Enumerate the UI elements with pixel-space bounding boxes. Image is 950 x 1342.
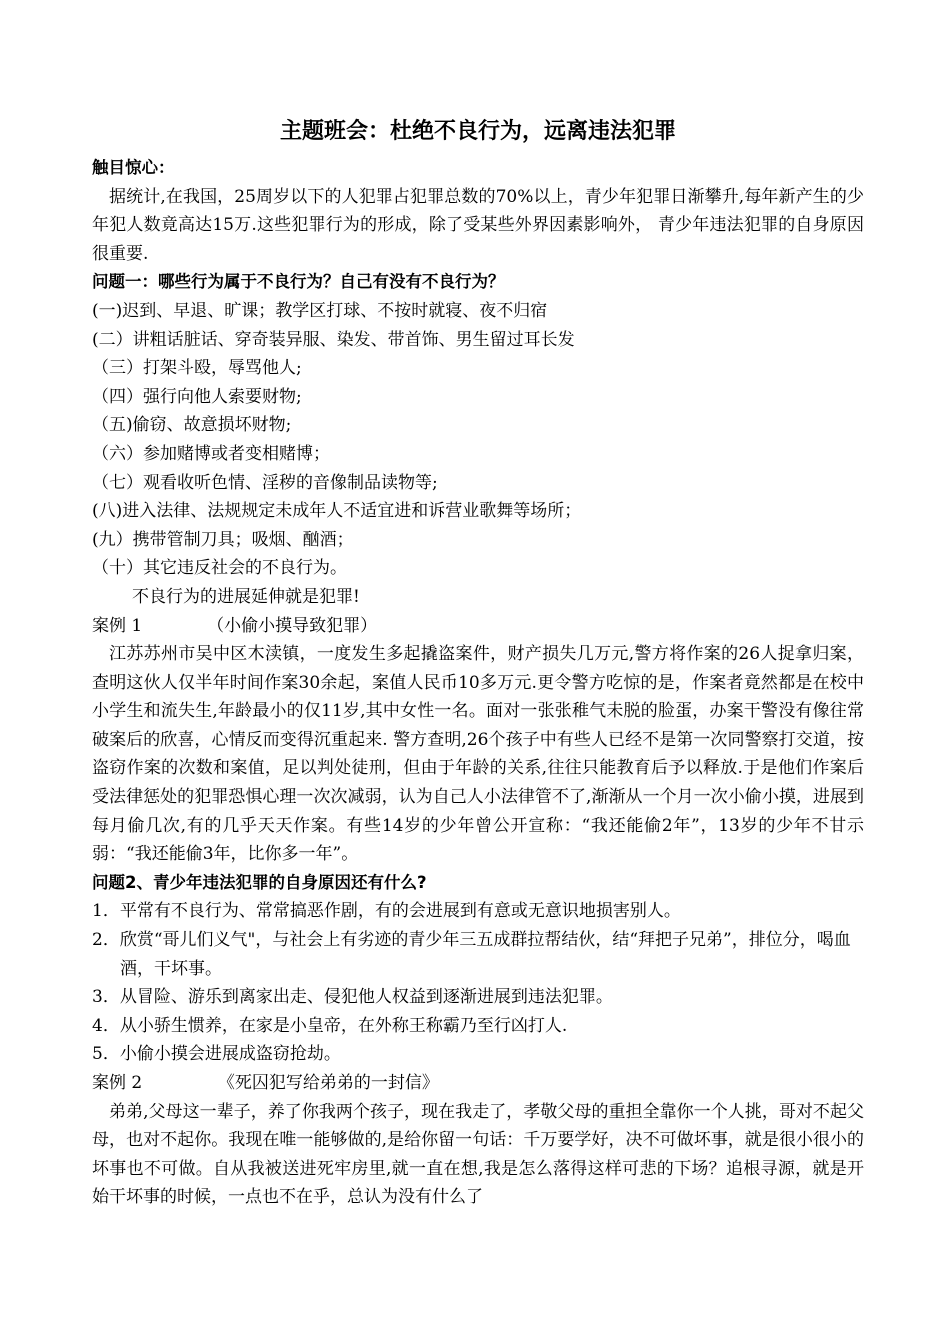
case1-title: （小偷小摸导致犯罪） — [207, 615, 378, 636]
list-item: (九）携带管制刀具；吸烟、酗酒； — [92, 529, 354, 550]
list-item: (一)迟到、早退、旷课；教学区打球、不按时就寝、夜不归宿 — [92, 300, 548, 321]
intro-paragraph: 据统计,在我国，25周岁以下的人犯罪占犯罪总数的70%以上，青少年犯罪日渐攀升,每年新产生的少年犯人数竟高达15万.这些犯罪行为的形成，除了受某些外界因素影响外， 青少年违法犯罪的自身原因很重要. — [92, 186, 864, 264]
case1-paragraph: 江苏苏州市吴中区木渎镇，一度发生多起撬盗案件，财产损失几万元,警方将作案的26人捉拿归案，查明这伙人仅半年时间作案30余起，案值人民币10多万元.更令警方吃惊的是，作案者竟然都是在校中小学生和流失生,年龄最小的仅11岁,其中女性一名。面对一张张稚气未脱的脸蛋，办案干警没有像往常破案后的欣喜，心情反而变得沉重起来. 警方查明,26个孩子中有些人已经不是第一次同警察打交道，按盗窃作案的次数和案值，足以判处徒刑，但由于年龄的关系,往往只能教育后予以释放.于是他们作案后受法律惩处的犯罪恐惧心理一次次减弱，认为自己人小法律管不了,渐渐从一个月一次小偷小摸，进展到每月偷几次,有的几乎天天作案。有些14岁的少年曾公开宣称：“我还能偷2年”，13岁的少年不甘示弱：“我还能偷3年，比你多一年”。 — [92, 644, 864, 865]
list-item: (八)进入法律、法规规定未成年人不适宜进和诉营业歌舞等场所； — [92, 501, 582, 522]
case1-header — [92, 612, 864, 641]
list-item: （七）观看收听色情、淫秽的音像制品读物等; — [92, 472, 438, 493]
case2-label: 案例 2 — [92, 1073, 143, 1093]
question1-conclusion: 不良行为的进展延伸就是犯罪! — [132, 586, 360, 607]
list-item: （三）打架斗殴，辱骂他人; — [92, 358, 302, 379]
list-item: 3．从冒险、游乐到离家出走、侵犯他人权益到逐渐进展到违法犯罪。 — [92, 987, 613, 1008]
list-item: 4．从小骄生惯养，在家是小皇帝，在外称王称霸乃至行凶打人. — [92, 1015, 568, 1036]
list-item: （六）参加赌博或者变相赌博； — [92, 443, 330, 464]
list-item: （五)偷窃、故意损坏财物; — [92, 415, 292, 436]
case2-paragraph: 弟弟,父母这一辈子，养了你我两个孩子，现在我走了，孝敬父母的重担全靠你一个人挑，哥对不起父母，也对不起你。我现在唯一能够做的,是给你留一句话：千万要学好，决不可做坏事，就是很小很小的坏事也不可做。自从我被送进死牢房里,就一直在想,我是怎么落得这样可悲的下场？追根寻源，就是开始干坏事的时候，一点也不在乎，总认为没有什么了 — [92, 1101, 864, 1208]
document-title: 主题班会：杜绝不良行为，远离违法犯罪 — [279, 119, 676, 144]
case1-label: 案例 1 — [92, 615, 143, 636]
list-item: 5．小偷小摸会进展成盗窃抢劫。 — [92, 1044, 341, 1065]
case2-title: 《死囚犯写给弟弟的一封信》 — [217, 1073, 439, 1093]
list-item: (二）讲粗话脏话、穿奇装异服、染发、带首饰、男生留过耳长发 — [92, 329, 575, 350]
list-item: （十）其它违反社会的不良行为。 — [92, 558, 347, 579]
case2-header — [92, 1069, 864, 1098]
list-item: 1．平常有不良行为、常常搞恶作剧，有的会进展到有意或无意识地损害别人。 — [92, 901, 681, 922]
question2-heading: 问题2、青少年违法犯罪的自身原因还有什么? — [92, 872, 427, 892]
section-heading-shock: 触目惊心： — [92, 158, 175, 177]
list-item: 2．欣赏“哥儿们义气"，与社会上有劣迹的青少年三五成群拉帮结伙，结“拜把子兄弟”，排位分，喝血酒，干坏事。 — [92, 930, 851, 979]
document-page — [92, 112, 864, 1212]
list-item: （四）强行向他人索要财物; — [92, 386, 302, 407]
question1-heading: 问题一：哪些行为属于不良行为？自己有没有不良行为？ — [92, 272, 505, 292]
